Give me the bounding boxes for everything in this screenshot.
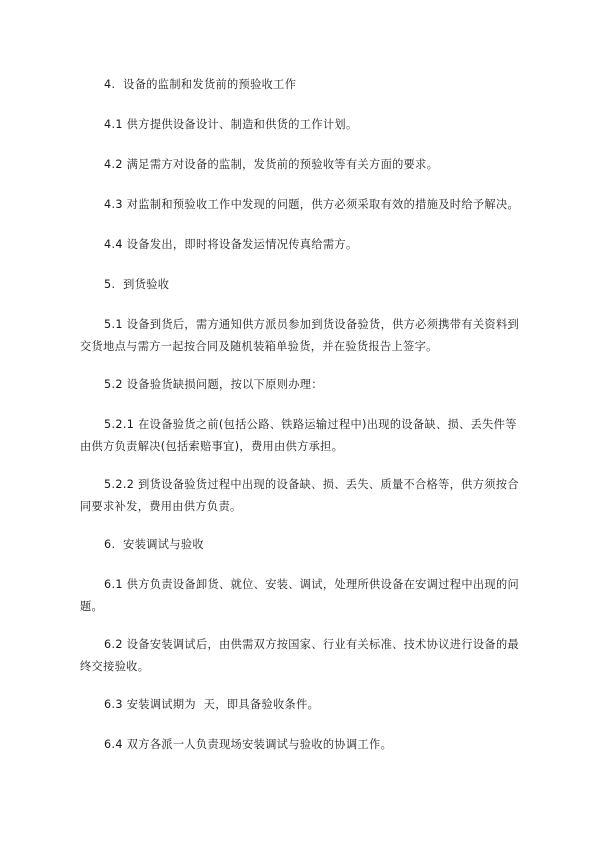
paragraph-6-2: 6.2 设备安装调试后，由供需双方按国家、行业有关标准、技术协议进行设备的最终交接验收。: [80, 638, 520, 673]
section-heading-6: 6. 安装调试与验收: [104, 538, 204, 551]
section-heading-5: 5. 到货验收: [104, 278, 170, 291]
paragraph-4-1: 4.1 供方提供设备设计、制造和供货的工作计划。: [104, 118, 358, 131]
paragraph-5-1: 5.1 设备到货后，需方通知供方派员参加到货设备验货，供方必须携带有关资料到交货地点与需方一起按合同及随机装箱单验货，并在验货报告上签字。: [80, 318, 520, 353]
paragraph-4-2: 4.2 满足需方对设备的监制，发货前的预验收等有关方面的要求。: [104, 158, 439, 171]
paragraph-5-2-2: 5.2.2 到货设备验货过程中出现的设备缺、损、丢失、质量不合格等，供方须按合同要求补发，费用由供方负责。: [80, 478, 519, 513]
paragraph-4-3: 4.3 对监制和预验收工作中发现的问题，供方必须采取有效的措施及时给予解决。: [104, 198, 520, 211]
section-heading-4: 4. 设备的监制和发货前的预验收工作: [104, 78, 297, 91]
paragraph-6-1: 6.1 供方负责设备卸货、就位、安装、调试，处理所供设备在安调过程中出现的问题。: [80, 578, 520, 613]
paragraph-5-2-1: 5.2.1 在设备验货之前(包括公路、铁路运输过程中)出现的设备缺、损、丢失件等由供方负责解决(包括索赔事宜)，费用由供方承担。: [80, 418, 517, 453]
paragraph-4-4: 4.4 设备发出，即时将设备发运情况传真给需方。: [104, 238, 358, 251]
paragraph-6-3: 6.3 安装调试期为 天，即具备验收条件。: [104, 698, 320, 711]
paragraph-5-2: 5.2 设备验货缺损问题，按以下原则办理：: [104, 378, 323, 391]
paragraph-6-4: 6.4 双方各派一人负责现场安装调试与验收的协调工作。: [104, 738, 393, 751]
